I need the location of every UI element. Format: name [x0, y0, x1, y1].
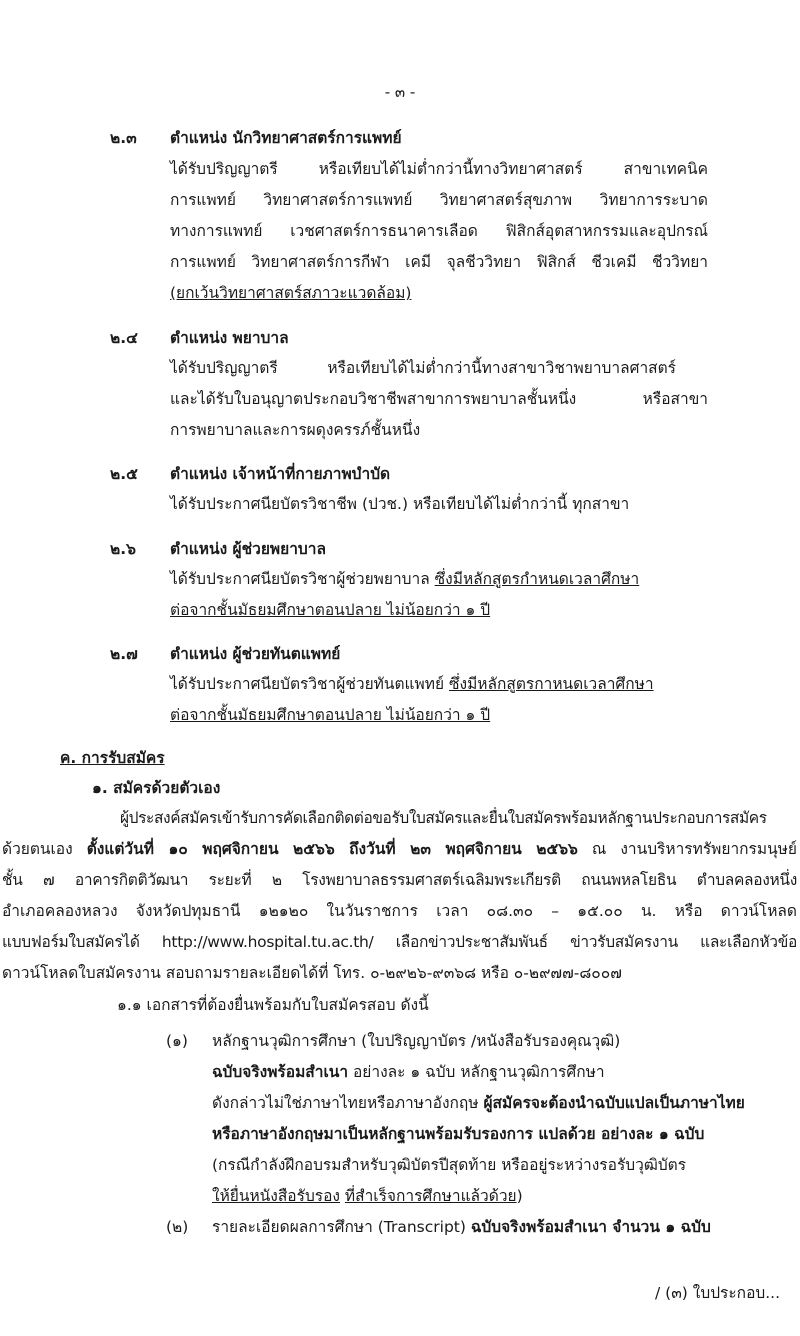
subsection-1-1: ๑.๑ เอกสารที่ต้องยื่นพร้อมกับใบสมัครสอบ ดังนี้ [117, 996, 429, 1014]
subsection-heading: ๑. สมัครด้วยตัวเอง [92, 779, 221, 797]
bold-text: ฉบับจริงพร้อมสำเนา [212, 1063, 349, 1081]
text-line: ได้รับปริญญาตรี หรือเทียบได้ไม่ต่ำกว่านี้ทางสาขาวิชาพยาบาลศาสตร์ [170, 359, 676, 377]
text-line [2, 836, 797, 861]
position-number: ๒.๓ [110, 129, 137, 147]
position-title: ตำแหน่ง เจ้าหน้าที่กายภาพบำบัด [170, 465, 391, 483]
underlined-text: ที่สำเร็จการศึกษาแล้วด้วย [344, 1187, 517, 1205]
text-line: การแพทย์ วิทยาศาสตร์การกีฬา เคมี จุลชีววิทยา ฟิสิกส์ ชีวเคมี ชีววิทยา [170, 253, 708, 271]
text-line: ผู้ประสงค์สมัครเข้ารับการคัดเลือกติดต่อขอรับใบสมัครและยื่นใบสมัครพร้อมหลักฐานประกอบการสมัคร [120, 809, 767, 827]
text-line: ต่อจากชั้นมัธยมศึกษาตอนปลาย ไม่น้อยกว่า ๑ ปี [170, 706, 491, 724]
position-title: ตำแหน่ง ผู้ช่วยพยาบาล [170, 540, 326, 558]
text-line [212, 1059, 605, 1084]
date-range: ตั้งแต่วันที่ ๑๐ พฤศจิกายน ๒๕๖๖ ถึงวันที่ ๒๓ พฤศจิกายน ๒๕๖๖ [86, 840, 578, 858]
section-heading: ค. การรับสมัคร [60, 749, 165, 767]
plain-text: ) [516, 1187, 523, 1205]
underlined-text: ซึ่งมีหลักสูตรกำหนดเวลาศึกษา [434, 570, 640, 588]
position-title: ตำแหน่ง พยาบาล [170, 329, 289, 347]
text-line: ต่อจากชั้นมัธยมศึกษาตอนปลาย ไม่น้อยกว่า ๑ ปี [170, 601, 491, 619]
position-number: ๒.๖ [110, 540, 136, 558]
plain-text: ณ งานบริหารทรัพยากรมนุษย์ [577, 840, 797, 858]
plain-text: ได้รับประกาศนียบัตรวิชาผู้ช่วยทันตแพทย์ [170, 675, 449, 693]
position-number: ๒.๕ [110, 465, 138, 483]
item-number: (๑) [166, 1032, 188, 1050]
text-line: อำเภอคลองหลวง จังหวัดปทุมธานี ๑๒๑๒๐ ในวันราชการ เวลา ๐๘.๓๐ – ๑๕.๐๐ น. หรือ ดาวน์โหลด [2, 902, 797, 920]
plain-text: รายละเอียดผลการศึกษา (Transcript) [212, 1218, 471, 1236]
text-line: หรือภาษาอังกฤษมาเป็นหลักฐานพร้อมรับรองการ แปลด้วย อย่างละ ๑ ฉบับ [212, 1125, 705, 1143]
text-line: ดาวน์โหลดใบสมัครงาน สอบถามรายละเอียดได้ที่ โทร. ๐-๒๙๒๖-๙๓๖๘ หรือ ๐-๒๙๗๗-๘๐๐๗ [2, 964, 622, 982]
text-line: (ยกเว้นวิทยาศาสตร์สภาวะแวดล้อม) [170, 284, 412, 302]
underlined-text: ซึ่งมีหลักสูตรกาหนดเวลาศึกษา [448, 675, 654, 693]
page-number: - ๓ - [384, 83, 416, 101]
continuation-footer: / (๓) ใบประกอบ... [655, 1284, 780, 1302]
plain-text: ด้วยตนเอง [2, 840, 87, 858]
text-line: ได้รับประกาศนียบัตรวิชาชีพ (ปวช.) หรือเทียบได้ไม่ต่ำกว่านี้ ทุกสาขา [170, 495, 630, 513]
bold-text: ฉบับจริงพร้อมสำเนา จำนวน ๑ ฉบับ [470, 1218, 711, 1236]
text-line [212, 1183, 523, 1208]
plain-text: อย่างละ ๑ ฉบับ หลักฐานวุฒิการศึกษา [348, 1063, 605, 1081]
item-number: (๒) [166, 1218, 189, 1236]
bold-text: ผู้สมัครจะต้องนำฉบับแปลเป็นภาษาไทย [483, 1094, 745, 1112]
text-line: หลักฐานวุฒิการศึกษา (ใบปริญญาบัตร /หนังสือรับรองคุณวุฒิ) [212, 1032, 621, 1050]
text-line [170, 671, 654, 696]
text-line: การพยาบาลและการผดุงครรภ์ชั้นหนึ่ง [170, 421, 421, 439]
text-line: (กรณีกำลังฝึกอบรมสำหรับวุฒิบัตรปีสุดท้าย หรืออยู่ระหว่างรอรับวุฒิบัตร [212, 1156, 687, 1174]
plain-text: ได้รับประกาศนียบัตรวิชาผู้ช่วยพยาบาล [170, 570, 435, 588]
position-title: ตำแหน่ง นักวิทยาศาสตร์การแพทย์ [170, 129, 402, 147]
text-line: และได้รับใบอนุญาตประกอบวิชาชีพสาขาการพยาบาลชั้นหนึ่ง หรือสาขา [170, 390, 708, 408]
position-title: ตำแหน่ง ผู้ช่วยทันตแพทย์ [170, 645, 341, 663]
text-line: ทางการแพทย์ เวชศาสตร์การธนาคารเลือด ฟิสิกส์อุตสาหกรรมและอุปกรณ์ [170, 222, 708, 240]
text-line: ได้รับปริญญาตรี หรือเทียบได้ไม่ต่ำกว่านี้ทางวิทยาศาสตร์ สาขาเทคนิค [170, 160, 708, 178]
text-line [212, 1090, 745, 1115]
plain-text: ดังกล่าวไม่ใช่ภาษาไทยหรือภาษาอังกฤษ [212, 1094, 484, 1112]
text-line [212, 1214, 711, 1239]
text-line: การแพทย์ วิทยาศาสตร์การแพทย์ วิทยาศาสตร์สุขภาพ วิทยาการระบาด [170, 191, 708, 209]
text-line: ชั้น ๗ อาคารกิตติวัฒนา ระยะที่ ๒ โรงพยาบาลธรรมศาสตร์เฉลิมพระเกียรติ ถนนพหลโยธิน ตำบลคลองหนึ่ง [2, 871, 797, 889]
text-line [170, 566, 639, 591]
text-line: แบบฟอร์มใบสมัครได้ http://www.hospital.tu.ac.th/ เลือกข่าวประชาสัมพันธ์ ข่าวรับสมัครงาน และเลือกหัวข้อ [2, 933, 797, 951]
position-number: ๒.๗ [110, 645, 138, 663]
underlined-text: ให้ยื่นหนังสือรับรอง [212, 1187, 340, 1205]
position-number: ๒.๔ [110, 329, 138, 347]
